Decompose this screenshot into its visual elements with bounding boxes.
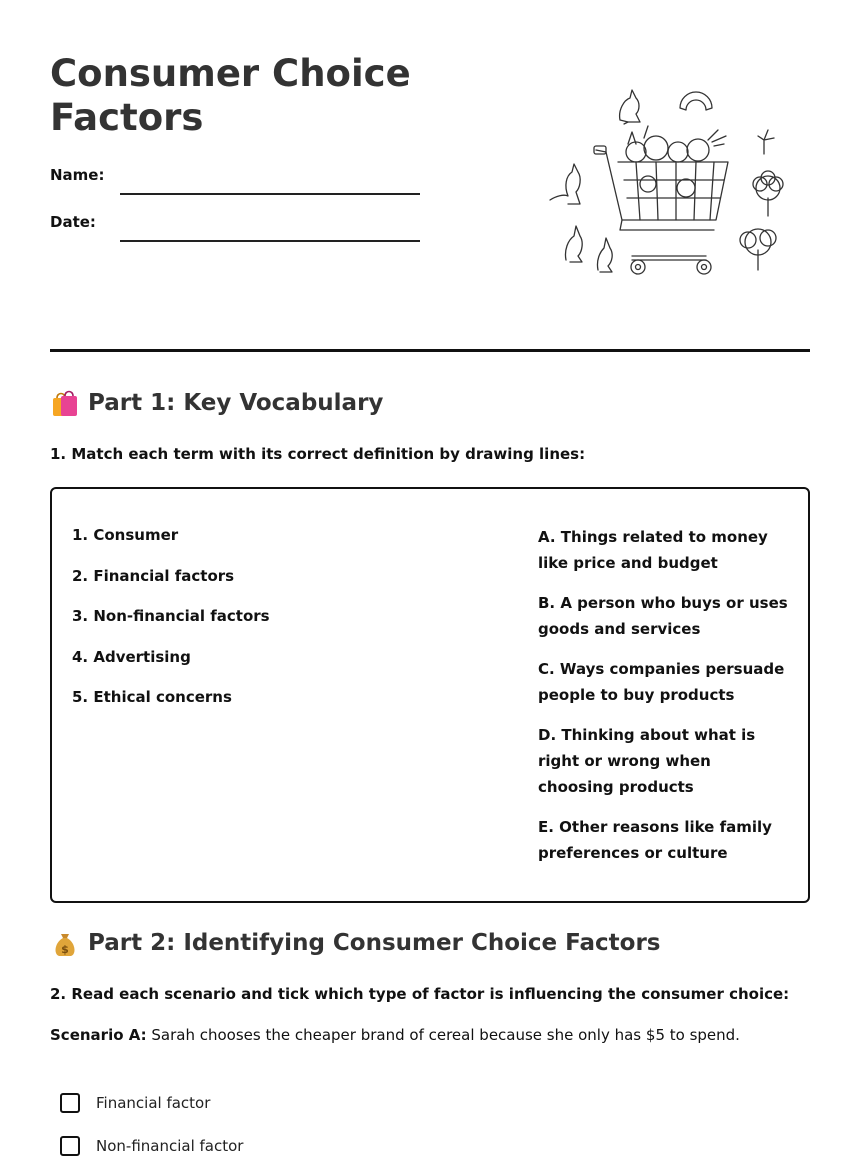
svg-text:$: $ bbox=[61, 943, 69, 956]
part1-heading bbox=[50, 388, 383, 418]
section-divider bbox=[50, 349, 810, 352]
part2-instruction: 2. Read each scenario and tick which type of factor is influencing the consumer choice: bbox=[50, 985, 790, 1003]
matching-box bbox=[50, 487, 810, 903]
definition-item: A. Things related to money like price and budget bbox=[538, 528, 768, 572]
definition-item: E. Other reasons like family preferences or culture bbox=[538, 818, 772, 862]
option-non-financial[interactable] bbox=[60, 1136, 243, 1156]
money-bag-icon bbox=[50, 928, 80, 958]
part2-heading bbox=[50, 928, 660, 958]
date-input-line[interactable] bbox=[120, 240, 420, 242]
definition-item: C. Ways companies persuade people to buy products bbox=[538, 660, 785, 704]
name-field bbox=[50, 166, 420, 196]
term-item: 1. Consumer bbox=[72, 526, 179, 544]
option-financial[interactable] bbox=[60, 1093, 210, 1113]
term-item: 2. Financial factors bbox=[72, 566, 235, 585]
financial-option-label: Financial factor bbox=[96, 1094, 211, 1112]
term-item: 3. Non-financial factors bbox=[72, 607, 270, 625]
definition-item: D. Thinking about what is right or wrong when choosing products bbox=[538, 726, 756, 796]
date-label: Date: bbox=[50, 213, 96, 231]
terms-list bbox=[72, 525, 472, 728]
shopping-cart-illustration bbox=[536, 80, 796, 280]
non-financial-checkbox[interactable] bbox=[60, 1136, 80, 1156]
definitions-list bbox=[538, 525, 788, 881]
name-label: Name: bbox=[50, 166, 105, 184]
shopping-bags-icon bbox=[50, 388, 80, 418]
financial-checkbox[interactable] bbox=[60, 1093, 80, 1113]
date-field bbox=[50, 213, 420, 243]
part1-title: Part 1: Key Vocabulary bbox=[88, 390, 384, 416]
part2-title: Part 2: Identifying Consumer Choice Factors bbox=[88, 930, 661, 956]
part1-instruction: 1. Match each term with its correct definition by drawing lines: bbox=[50, 445, 586, 463]
name-input-line[interactable] bbox=[120, 193, 420, 195]
scenario-a-text: Sarah chooses the cheaper brand of cereal because she only has $5 to spend. bbox=[146, 1026, 740, 1044]
scenario-a-label: Scenario A: bbox=[50, 1026, 147, 1044]
term-item: 5. Ethical concerns bbox=[72, 688, 232, 706]
non-financial-option-label: Non-financial factor bbox=[96, 1137, 244, 1155]
definition-item: B. A person who buys or uses goods and services bbox=[538, 594, 788, 638]
term-item: 4. Advertising bbox=[72, 647, 191, 666]
page-title: Consumer Choice Factors bbox=[50, 52, 411, 139]
scenario-a bbox=[50, 1026, 810, 1044]
